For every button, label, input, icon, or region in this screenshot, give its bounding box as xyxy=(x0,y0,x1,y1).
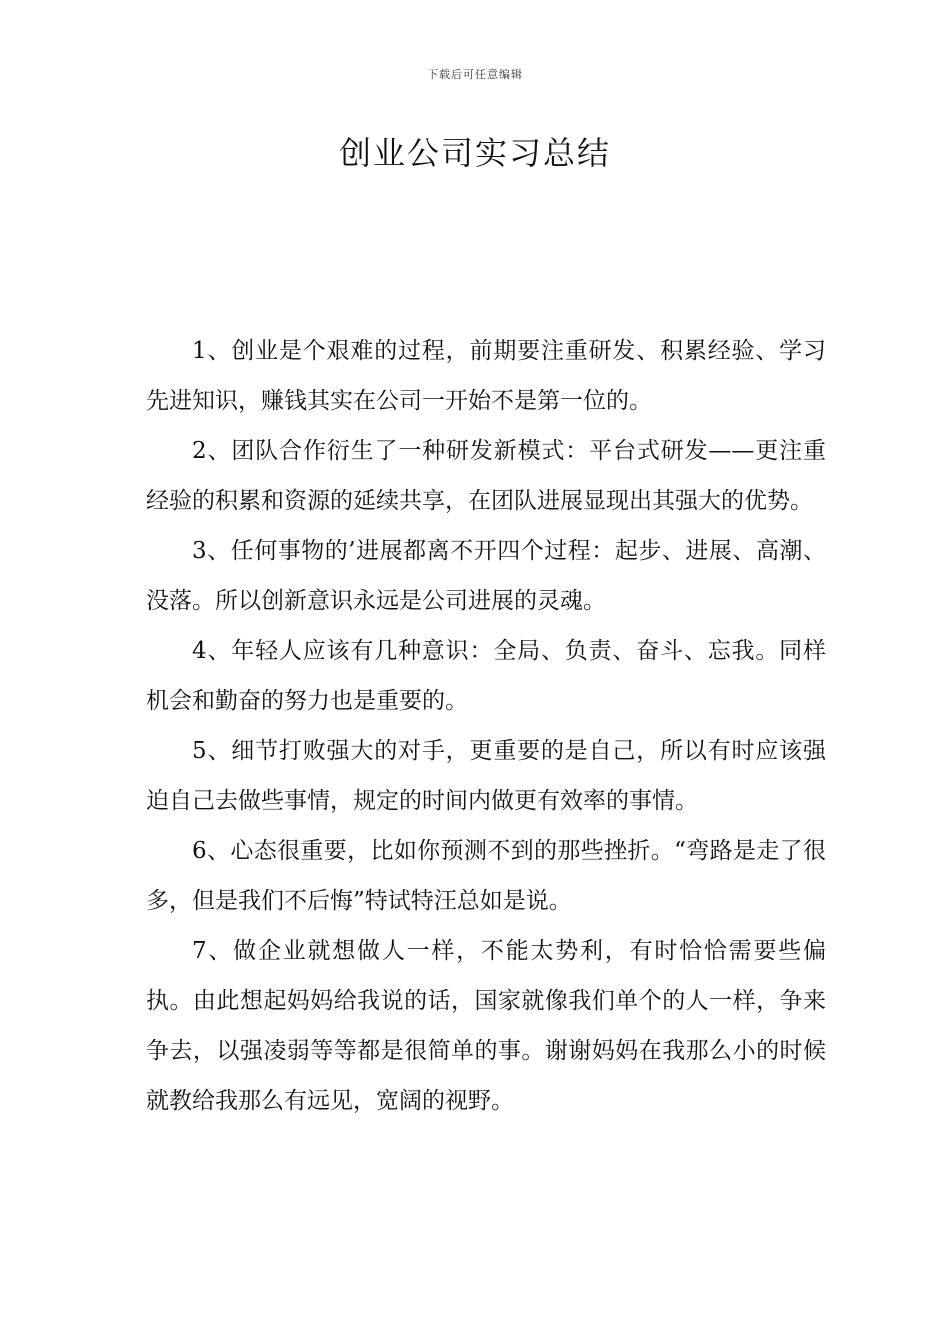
paragraph-6: 6、心态很重要，比如你预测不到的那些挫折。“弯路是走了很多，但是我们不后悔”特试特汪总如是说。 xyxy=(146,838,826,914)
page-title: 创业公司实习总结 xyxy=(338,134,611,172)
paragraph-1: 1、创业是个艰难的过程，前期要注重研发、积累经验、学习先进知识，赚钱其实在公司一开始不是第一位的。 xyxy=(146,338,826,414)
document-body xyxy=(146,326,826,1126)
paragraph-7: 7、做企业就想做人一样，不能太势利，有时恰恰需要些偏执。由此想起妈妈给我说的话，国家就像我们单个的人一样，争来争去，以强凌弱等等都是很简单的事。谢谢妈妈在我那么小的时候就教给我那么有远见，宽阔的视野。 xyxy=(146,938,826,1114)
paragraph-3: 3、任何事物的’进展都离不开四个过程：起步、进展、高潮、没落。所以创新意识永远是公司进展的灵魂。 xyxy=(146,538,826,614)
paragraph-5: 5、细节打败强大的对手，更重要的是自己，所以有时应该强迫自己去做些事情，规定的时间内做更有效率的事情。 xyxy=(146,738,826,814)
paragraph-4: 4、年轻人应该有几种意识：全局、负责、奋斗、忘我。同样机会和勤奋的努力也是重要的。 xyxy=(146,638,826,714)
paragraph-2: 2、团队合作衍生了一种研发新模式：平台式研发——更注重经验的积累和资源的延续共享，在团队进展显现出其强大的优势。 xyxy=(146,438,826,514)
header-note: 下载后可任意编辑 xyxy=(427,68,523,81)
